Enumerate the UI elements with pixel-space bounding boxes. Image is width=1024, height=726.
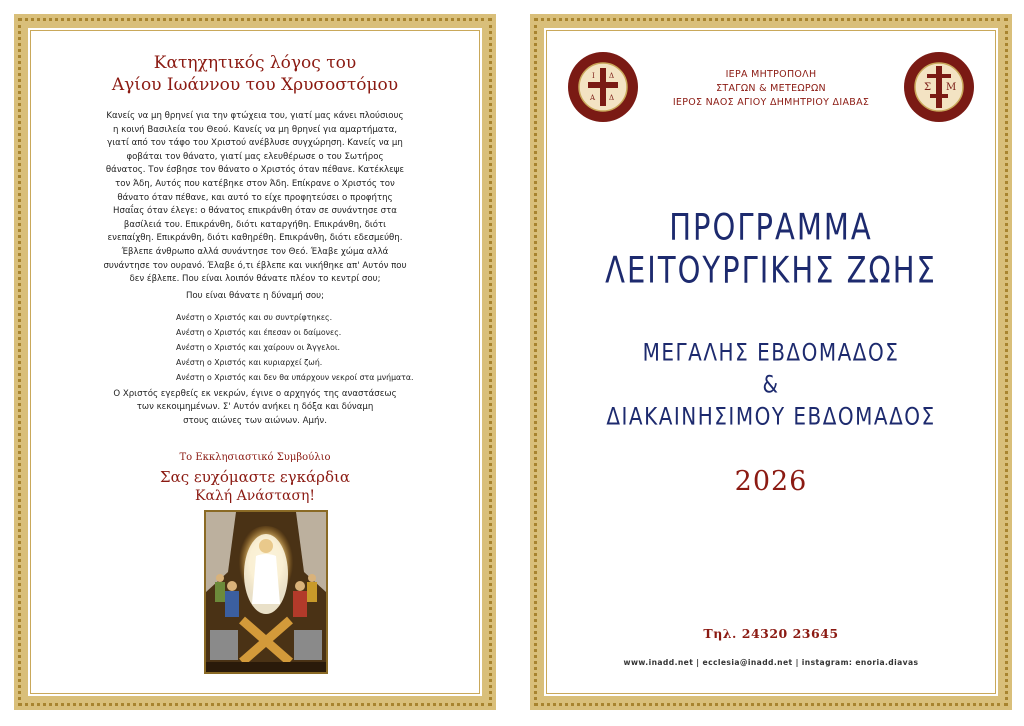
svg-text:Α: Α bbox=[590, 94, 596, 102]
resurrection-icon-image bbox=[204, 510, 328, 674]
bright-week-subtitle: ΔΙΑΚΑΙΝΗΣΙΜΟΥ ΕΒΔΟΜΑΔΟΣ bbox=[606, 401, 936, 431]
sermon-line: συνάντησε τον ουρανό. Έλαβε ό,τι έβλεπε και νικήθηκε απ' Αυτόν που bbox=[103, 260, 407, 271]
sermon-title-line2: Αγίου Ιωάννου του Χρυσοστόμου bbox=[111, 75, 399, 95]
verse-item: Ανέστη ο Χριστός και συ συντρίφτηκες. bbox=[176, 313, 333, 322]
sermon-closing bbox=[56, 388, 454, 428]
verse-item: Ανέστη ο Χριστός και κυριαρχεί ζωή. bbox=[176, 358, 323, 367]
svg-text:Δ: Δ bbox=[609, 72, 615, 80]
parish-seal-icon bbox=[566, 50, 640, 124]
sermon-line: θάνατος. Τον έσβησε τον θάνατο ο Χριστός όταν πέθανε. Κατέκλεψε bbox=[105, 165, 405, 176]
closing-line: στους αιώνες των αιώνων. Αμήν. bbox=[183, 415, 327, 426]
closing-line: Ο Χριστός εγερθείς εκ νεκρών, έγινε ο αρχηγός της αναστάσεως bbox=[113, 389, 397, 399]
metropolis-seal-icon bbox=[902, 50, 976, 124]
sermon-line: η κοινή Βασιλεία του Θεού. Κανείς να μη θρηνεί για αμαρτήματα, bbox=[112, 124, 398, 135]
verse-item: Ανέστη ο Χριστός και δεν θα υπάρχουν νεκροί στα μνήματα. bbox=[176, 373, 414, 382]
contact-footer: www.inadd.net | ecclesia@inadd.net | instagram: enoria.diavas bbox=[623, 658, 919, 667]
right-page bbox=[530, 14, 1012, 710]
sermon-line: Έβλεπε άνθρωπο αλλά συνάντησε τον Θεό. Έλαβε χώμα αλλά bbox=[121, 246, 389, 257]
header-diocese: ΣΤΑΓΩΝ & ΜΕΤΕΩΡΩΝ bbox=[716, 83, 826, 94]
left-page bbox=[14, 14, 496, 710]
easter-wish: Σας ευχόμαστε εγκάρδια bbox=[160, 468, 350, 486]
sermon-line: Ησαΐας όταν έλεγε: ο θάνατος επικράνθη όταν σε συνάντησε στα bbox=[113, 206, 397, 217]
resurrection-icon bbox=[206, 512, 326, 672]
sermon-question: Που είναι θάνατε η δύναμή σου; bbox=[185, 291, 325, 301]
header-metropolis: ΙΕΡΑ ΜΗΤΡΟΠΟΛΗ bbox=[725, 69, 817, 80]
metropolis-seal-logo bbox=[902, 50, 976, 124]
svg-text:Ι: Ι bbox=[592, 72, 595, 80]
closing-line: των κεκοιμημένων. Σ' Αυτόν ανήκει η δόξα και δύναμη bbox=[136, 402, 374, 413]
sermon-line: Κανείς να μη θρηνεί για την φτώχεια του, γιατί μας κάνει πλούσιους bbox=[106, 111, 404, 121]
ampersand: & bbox=[762, 369, 780, 399]
verse-item: Ανέστη ο Χριστός και έπεσαν οι δαίμονες. bbox=[176, 328, 342, 337]
sermon-title-line1: Κατηχητικός λόγος του bbox=[153, 53, 357, 73]
sermon-line: τον Άδη, Αυτός που κατέβηκε στον Άδη. Επίκρανε ο Χριστός τον bbox=[115, 178, 395, 189]
sermon-line: βασίλειά του. Επικράνθη, διότι καταργήθη. Επικράνθη, διότι bbox=[123, 219, 387, 230]
sermon-line: ενεπαίχθη. Επικράνθη, διότι καθηρέθη. Επικράνθη, διότι εδεσμεύθη. bbox=[107, 233, 403, 244]
sermon-line: δεν έβλεπε. Που είναι λοιπόν θάνατε πλέον το κεντρί σου; bbox=[129, 274, 381, 285]
svg-text:Μ: Μ bbox=[946, 82, 957, 93]
sermon-body bbox=[56, 110, 454, 287]
verse-list bbox=[176, 310, 414, 385]
sermon-line: φοβάται τον θάνατο, γιατί μας ελευθέρωσε ο του Σωτήρος bbox=[126, 151, 384, 162]
sermon-title bbox=[28, 52, 482, 96]
svg-text:Σ: Σ bbox=[924, 82, 932, 93]
program-title-line2: ΛΕΙΤΟΥΡΓΙΚΗΣ ΖΩΗΣ bbox=[605, 248, 937, 292]
diocese-header bbox=[640, 68, 902, 110]
header-parish: ΙΕΡΟΣ ΝΑΟΣ ΑΓΙΟΥ ΔΗΜΗΤΡΙΟΥ ΔΙΑΒΑΣ bbox=[672, 97, 870, 108]
council-signature: Το Εκκλησιαστικό Συμβούλιο bbox=[179, 452, 331, 463]
svg-text:Δ: Δ bbox=[609, 94, 615, 102]
program-year: 2026 bbox=[734, 466, 808, 497]
holy-week-subtitle: ΜΕΓΑΛΗΣ ΕΒΔΟΜΑΔΟΣ bbox=[642, 337, 900, 367]
easter-greeting: Καλή Ανάσταση! bbox=[194, 488, 316, 504]
verse-item: Ανέστη ο Χριστός και χαίρουν οι Άγγελοι. bbox=[176, 343, 341, 352]
phone-number: Τηλ. 24320 23645 bbox=[703, 626, 839, 641]
parish-seal-logo bbox=[566, 50, 640, 124]
sermon-line: γιατί από τον τάφο του Χριστού ανέβλυσε συγχώρηση. Κανείς να μη bbox=[107, 138, 403, 149]
sermon-line: θάνατο όταν πέθανε, και αυτό το είχε προφητεύσει ο προφήτης bbox=[117, 192, 393, 203]
program-title: ΠΡΟΓΡΑΜΜΑ bbox=[669, 205, 873, 249]
